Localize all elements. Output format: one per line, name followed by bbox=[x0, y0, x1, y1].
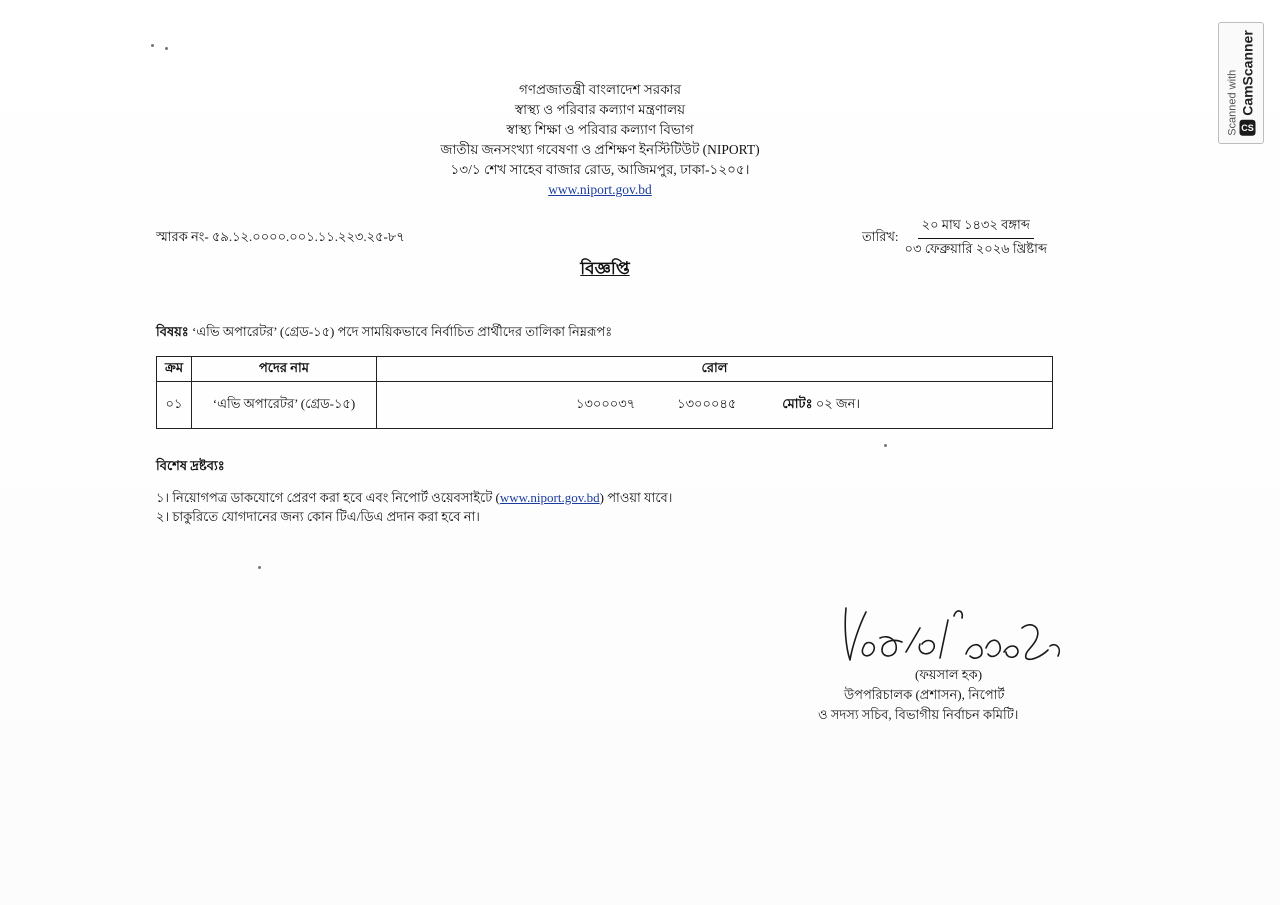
subject-label: বিষয়ঃ bbox=[156, 324, 189, 339]
header-roll: রোল bbox=[377, 357, 1053, 382]
signatory-designation-committee: ও সদস্য সচিব, বিভাগীয় নির্বাচন কমিটি। bbox=[818, 707, 1019, 722]
note-1-prefix: ১। নিয়োগপত্র ডাকযোগে প্রেরণ করা হবে এবং নিপোর্ট ওয়েবসাইটে ( bbox=[156, 490, 500, 505]
note-item-1 bbox=[156, 488, 672, 507]
date-gregorian: ০৩ ফেব্রুয়ারি ২০২৬ খ্রিষ্টাব্দ bbox=[904, 241, 1047, 256]
scanned-with-text: Scanned with bbox=[1226, 69, 1239, 136]
subject-line bbox=[156, 323, 612, 344]
cell-serial: ০১ bbox=[157, 382, 192, 429]
cell-rolls bbox=[377, 382, 1053, 429]
date-bangla: ২০ মাঘ ১৪৩২ বঙ্গাব্দ bbox=[918, 216, 1034, 239]
scan-speck bbox=[151, 44, 154, 47]
signatory-designation: উপপরিচালক (প্রশাসন), নিপোর্ট bbox=[844, 687, 1005, 702]
cell-post-name: ‘এভি অপারেটর’ (গ্রেড-১৫) bbox=[192, 382, 377, 429]
selection-table bbox=[156, 356, 1053, 429]
subject-text: ‘এভি অপারেটর’ (গ্রেড-১৫) পদে সাময়িকভাবে নির্বাচিত প্রার্থীদের তালিকা নিম্নরূপঃ bbox=[188, 324, 613, 339]
scan-speck bbox=[884, 444, 887, 447]
date-block bbox=[862, 216, 1047, 261]
camscanner-badge bbox=[1218, 22, 1264, 144]
handwritten-signature bbox=[836, 598, 1066, 672]
scan-speck bbox=[165, 47, 168, 50]
letterhead-line-institute: জাতীয় জনসংখ্যা গবেষণা ও প্রশিক্ষণ ইনস্টিটিউট (NIPORT) bbox=[440, 142, 760, 157]
letterhead-line-ministry: স্বাস্থ্য ও পরিবার কল্যাণ মন্ত্রণালয় bbox=[514, 102, 686, 117]
camscanner-logo-icon: CS bbox=[1240, 120, 1256, 136]
roll-number: ১৩০০০৪৫ bbox=[677, 395, 737, 411]
total-value: ০২ জন। bbox=[812, 395, 861, 411]
special-notes bbox=[156, 488, 672, 526]
letterhead-line-address: ১৩/১ শেখ সাহেব বাজার রোড, আজিমপুর, ঢাকা-১২০৫। bbox=[450, 162, 750, 177]
special-note-heading: বিশেষ দ্রষ্টব্যঃ bbox=[156, 458, 225, 473]
header-post-name: পদের নাম bbox=[192, 357, 377, 382]
total-count bbox=[782, 395, 860, 416]
letterhead bbox=[380, 80, 820, 200]
total-label: মোটঃ bbox=[782, 395, 813, 411]
signatory-name: (ফয়সাল হক) bbox=[915, 667, 983, 682]
roll-number: ১৩০০০৩৭ bbox=[576, 395, 636, 411]
notice-title: বিজ্ঞপ্তি bbox=[580, 259, 630, 278]
letterhead-line-government: গণপ্রজাতন্ত্রী বাংলাদেশ সরকার bbox=[518, 82, 682, 97]
letterhead-website-link[interactable]: www.niport.gov.bd bbox=[548, 182, 652, 197]
camscanner-name: CamScanner bbox=[1239, 30, 1256, 116]
letterhead-line-division: স্বাস্থ্য শিক্ষা ও পরিবার কল্যাণ বিভাগ bbox=[506, 122, 694, 137]
note-1-suffix: ) পাওয়া যাবে। bbox=[599, 490, 673, 505]
table-row bbox=[157, 382, 1053, 429]
date-label: তারিখ: bbox=[862, 229, 899, 244]
header-serial: ক্রম bbox=[157, 357, 192, 382]
memo-number: স্মারক নং- ৫৯.১২.০০০০.০০১.১১.২২৩.২৫-৮৭ bbox=[156, 229, 405, 244]
table-header-row bbox=[157, 357, 1053, 382]
note-website-link[interactable]: www.niport.gov.bd bbox=[499, 490, 600, 505]
scan-speck bbox=[258, 566, 261, 569]
note-item-2: ২। চাকুরিতে যোগদানের জন্য কোন টিএ/ডিএ প্রদান করা হবে না। bbox=[156, 509, 480, 524]
